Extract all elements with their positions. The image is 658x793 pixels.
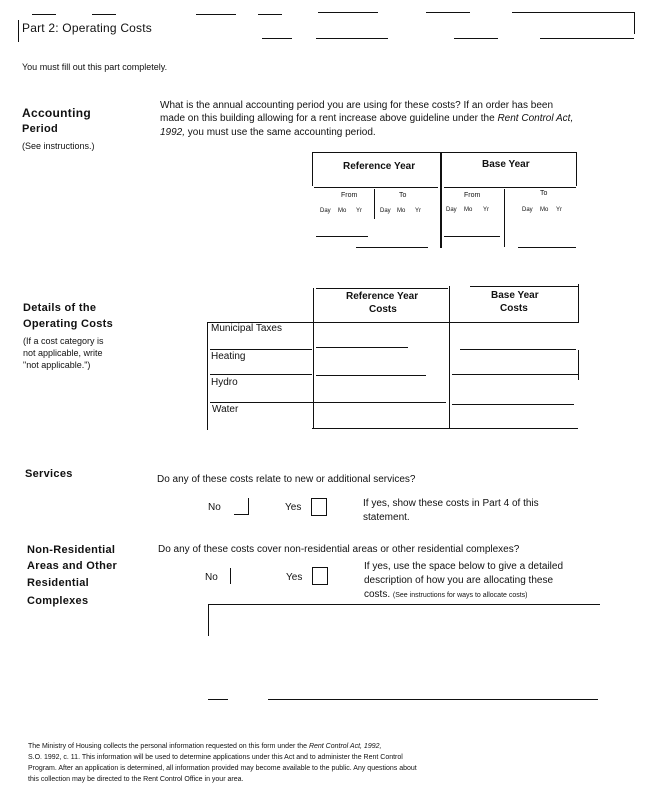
nonres-note-1: If yes, use the space below to give a detailed bbox=[364, 561, 564, 572]
allocation-description-area[interactable] bbox=[208, 604, 600, 700]
base-municipal-taxes-field[interactable] bbox=[451, 324, 576, 348]
footer-line-2: S.O. 1992, c. 11. This information will be used to determine applications under this Act and to administer the Rent Control bbox=[28, 754, 403, 761]
nonres-note-3-text: costs. bbox=[364, 589, 391, 600]
services-heading: Services bbox=[25, 468, 73, 480]
act-year: 1992, bbox=[160, 127, 186, 138]
accounting-question-1: What is the annual accounting period you are using for these costs? If an order has been bbox=[160, 100, 554, 111]
footer-act-title: Rent Control Act, 1992, bbox=[308, 743, 382, 750]
nonres-heading-2: Areas and Other bbox=[27, 560, 118, 572]
base-to-label: To bbox=[540, 190, 548, 197]
base-year-header: Base Year bbox=[482, 159, 530, 170]
services-note-1: If yes, show these costs in Part 4 of this bbox=[363, 498, 539, 509]
accounting-heading-1: Accounting bbox=[22, 106, 91, 120]
details-note-3: "not applicable.") bbox=[23, 360, 91, 370]
ref-from-day: Day bbox=[320, 208, 331, 214]
base-water-field[interactable] bbox=[451, 406, 576, 426]
base-to-mo: Mo bbox=[540, 207, 549, 213]
nonres-heading-3: Residential bbox=[27, 577, 89, 589]
row-heating: Heating bbox=[211, 351, 246, 362]
accounting-question-2-text: made on this building allowing for a rent increase above guideline under the bbox=[160, 113, 495, 124]
ref-from-label: From bbox=[341, 192, 358, 199]
footer-line-3: Program. After an application is determined, all information provided may become available to the public. Any questions about bbox=[28, 765, 417, 772]
ref-to-label: To bbox=[399, 192, 407, 199]
details-note-2: not applicable, write bbox=[23, 348, 103, 358]
accounting-question-3-text: you must use the same accounting period. bbox=[185, 127, 376, 138]
col-base-year-1: Base Year bbox=[491, 290, 539, 301]
ref-municipal-taxes-field[interactable] bbox=[315, 324, 447, 346]
nonres-note-2: description of how you are allocating these bbox=[364, 575, 554, 586]
services-yes-label: Yes bbox=[285, 502, 302, 513]
base-heating-field[interactable] bbox=[451, 350, 576, 373]
instruction-text: You must fill out this part completely. bbox=[22, 62, 168, 72]
col-ref-year-1: Reference Year bbox=[346, 291, 419, 302]
ref-hydro-field[interactable] bbox=[315, 377, 447, 401]
nonres-heading-4: Complexes bbox=[27, 595, 89, 607]
footer-line-1-text: The Ministry of Housing collects the personal information requested on this form under the bbox=[28, 743, 307, 750]
base-from-mo: Mo bbox=[464, 207, 473, 213]
ref-from-mo: Mo bbox=[338, 208, 347, 214]
details-note-1: (If a cost category is bbox=[23, 336, 104, 346]
nonres-heading-1: Non-Residential bbox=[27, 544, 116, 556]
col-ref-year-2: Costs bbox=[369, 304, 397, 315]
services-question: Do any of these costs relate to new or additional services? bbox=[157, 474, 416, 485]
ref-from-yr: Yr bbox=[356, 208, 362, 214]
base-to-day: Day bbox=[522, 207, 533, 213]
details-heading-1: Details of the bbox=[23, 302, 97, 314]
base-from-label: From bbox=[464, 192, 481, 199]
rent-control-act-title: Rent Control Act, bbox=[497, 113, 574, 124]
footer-line-4: this collection may be directed to the Rent Control Office in your area. bbox=[28, 776, 244, 783]
row-hydro: Hydro bbox=[211, 377, 238, 388]
accounting-heading-2: Period bbox=[22, 123, 59, 135]
nonres-note-small: (See instructions for ways to allocate costs) bbox=[392, 592, 528, 599]
ref-water-field[interactable] bbox=[315, 404, 447, 426]
nonres-no-label: No bbox=[205, 572, 218, 583]
nonres-yes-label: Yes bbox=[286, 572, 303, 583]
ref-to-mo: Mo bbox=[397, 208, 406, 214]
services-no-label: No bbox=[208, 502, 221, 513]
part-title: Part 2: Operating Costs bbox=[22, 21, 152, 35]
base-to-yr: Yr bbox=[556, 207, 562, 213]
services-no-checkbox[interactable] bbox=[234, 498, 249, 515]
base-from-yr: Yr bbox=[483, 207, 489, 213]
accounting-see-instructions: (See instructions.) bbox=[22, 141, 95, 151]
nonres-no-checkbox[interactable] bbox=[230, 568, 245, 584]
services-yes-checkbox[interactable] bbox=[311, 498, 327, 516]
ref-to-yr: Yr bbox=[415, 208, 421, 214]
services-note-2: statement. bbox=[363, 512, 410, 523]
row-municipal-taxes: Municipal Taxes bbox=[211, 323, 282, 334]
nonres-question: Do any of these costs cover non-residential areas or other residential complexes? bbox=[158, 544, 520, 555]
ref-year-header: Reference Year bbox=[343, 161, 416, 172]
footer-line-1 bbox=[28, 742, 381, 752]
details-heading-2: Operating Costs bbox=[23, 318, 114, 330]
row-water: Water bbox=[212, 404, 239, 415]
ref-to-day: Day bbox=[380, 208, 391, 214]
ref-heating-field[interactable] bbox=[315, 350, 447, 373]
base-hydro-field[interactable] bbox=[451, 377, 576, 402]
col-base-year-2: Costs bbox=[500, 303, 528, 314]
accounting-question-3 bbox=[160, 126, 376, 139]
accounting-question-2 bbox=[160, 112, 573, 125]
nonres-note-3 bbox=[364, 588, 528, 602]
base-from-day: Day bbox=[446, 207, 457, 213]
nonres-yes-checkbox[interactable] bbox=[312, 567, 328, 585]
